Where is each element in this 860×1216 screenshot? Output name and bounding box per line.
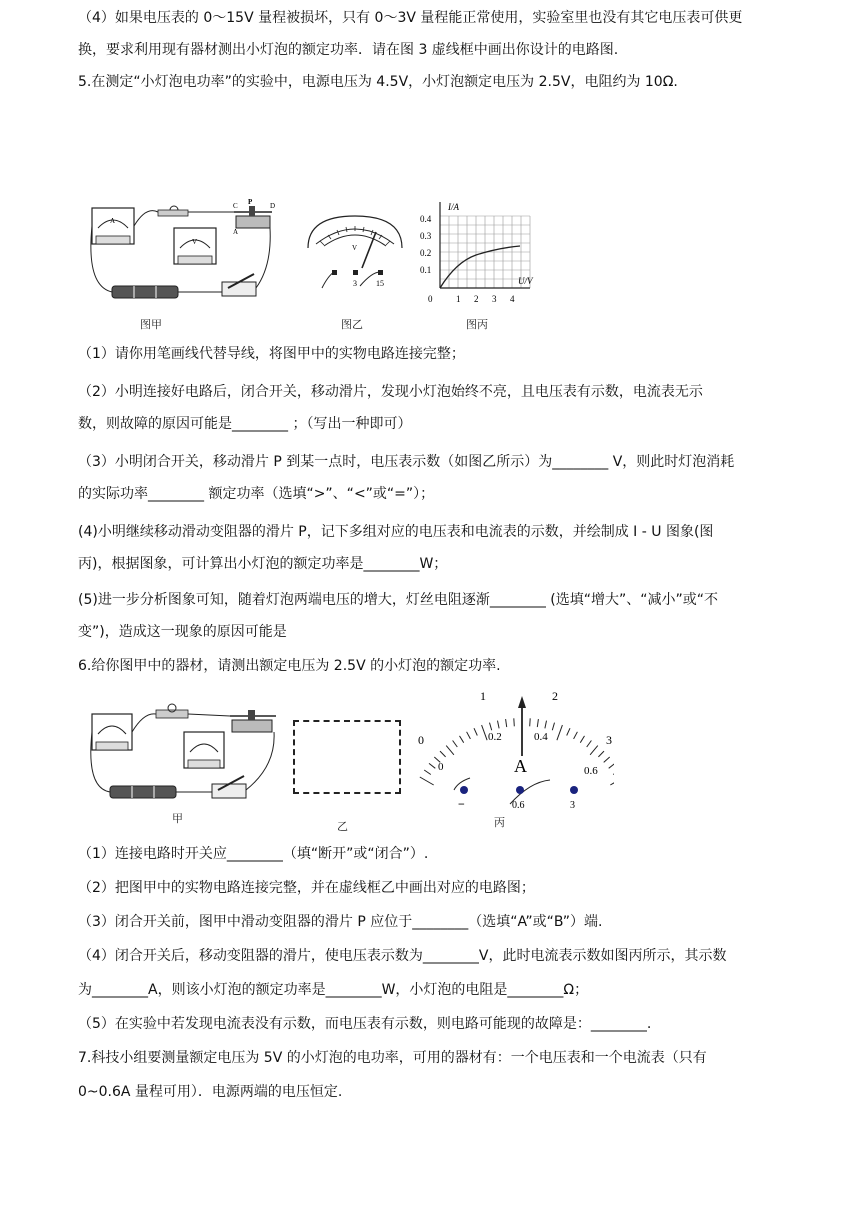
q5-part-4-line-2: 丙)，根据图象，可计算出小灯泡的额定功率是________W； — [78, 556, 448, 572]
am-tick-mark — [537, 719, 538, 727]
am-tick-mark — [574, 732, 578, 739]
q7-stem-line-2: 0~0.6A 量程可用）．电源两端的电压恒定. — [78, 1084, 343, 1100]
q5-part-3-line-2: 的实际功率________ 额定功率（选填“>”、“<”或“=”）； — [78, 486, 435, 502]
am-tick-mark — [446, 746, 454, 755]
am-tick-mark — [598, 751, 604, 757]
am-tick-mark — [587, 741, 592, 748]
am-tick-mark — [610, 777, 614, 785]
q5-rheostat-a: A — [233, 228, 239, 236]
am-tick-mark — [424, 770, 431, 775]
iu-y-tick: 0.2 — [420, 248, 432, 258]
am-inner-tick: 0.4 — [534, 731, 548, 743]
q5-caption-bing: 图丙 — [466, 318, 488, 331]
am-tick-mark — [429, 763, 435, 768]
q6-caption-yi: 乙 — [337, 820, 348, 833]
q5-part-1: （1）请你用笔画线代替导线，将图甲中的实物电路连接完整； — [78, 346, 465, 362]
am-tick-mark — [453, 741, 458, 748]
am-tick-mark — [474, 728, 477, 735]
q5-part-5-line-1: (5)进一步分析图象可知，随着灯泡两端电压的增大，灯丝电阻逐渐________ (选填“增大”、“减小”或“不 — [78, 592, 719, 608]
iu-x-tick: 4 — [510, 294, 515, 304]
am-inner-tick: 0.2 — [488, 731, 502, 743]
q6-ammeter-dial-figure — [414, 686, 614, 810]
q5-stem: 5.在测定“小灯泡电功率”的实验中，电源电压为 4.5V，小灯泡额定电压为 2.5V，电阻约为 10Ω. — [78, 74, 678, 90]
q6-part-3: （3）闭合开关前，图甲中滑动变阻器的滑片 P 应位于________（选填“A”或“B”）端. — [78, 914, 603, 930]
q6-stem: 6.给你图甲中的器材，请测出额定电压为 2.5V 的小灯泡的额定功率. — [78, 658, 501, 674]
am-outer-tick: 1 — [480, 689, 486, 703]
am-tick-mark — [490, 723, 492, 731]
am-tick-mark — [420, 777, 434, 785]
q5-part-5-line-2: 变”)，造成这一现象的原因可能是 — [78, 624, 287, 640]
am-tick-mark — [613, 770, 614, 775]
q5-rheostat-d: D — [270, 202, 276, 210]
q6-caption-jia: 甲 — [172, 812, 183, 825]
q6-part-4-line-2: 为________A，则该小灯泡的额定功率是________W，小灯泡的电阻是________Ω； — [78, 982, 589, 998]
q5-iu-graph — [418, 196, 546, 308]
iu-y-tick: 0.3 — [420, 231, 432, 241]
q6-part-2: （2）把图甲中的实物电路连接完整，并在虚线框乙中画出对应的电路图； — [78, 880, 535, 896]
q5-voltmeter-letter: V — [192, 238, 198, 246]
q6-apparatus-figure — [86, 702, 282, 806]
am-outer-tick: 2 — [552, 689, 558, 703]
am-tick-mark — [567, 728, 570, 735]
am-tick-mark — [545, 721, 547, 729]
q5-voltmeter-dial-figure — [302, 210, 408, 302]
am-terminal-06: 0.6 — [512, 800, 525, 810]
q6-caption-bing: 丙 — [494, 816, 505, 829]
am-tick-mark — [482, 725, 488, 740]
q6-part-5: （5）在实验中若发现电流表没有示数，而电压表有示数，则电路可能现的故障是：________. — [78, 1016, 652, 1032]
q5-dial-letter-v: V — [352, 244, 358, 252]
q5-ammeter-letter: A — [110, 217, 116, 225]
q4-text-line-1: （4）如果电压表的 0～15V 量程被损坏，只有 0～3V 量程能正常使用，实验室里也没有其它电压表可供更 — [78, 10, 743, 26]
am-tick-mark — [467, 732, 471, 739]
q5-rheostat-c: C — [233, 202, 238, 210]
am-tick-mark — [460, 736, 464, 743]
iu-y-axis-label: I/A — [448, 202, 459, 212]
iu-y-tick: 0.4 — [420, 214, 432, 224]
iu-x-tick: 3 — [492, 294, 497, 304]
iu-x-axis-label: U/V — [518, 276, 533, 286]
am-tick-mark — [498, 721, 500, 729]
iu-x-tick: 1 — [456, 294, 461, 304]
q5-part-3-line-1: （3）小明闭合开关，移动滑片 P 到某一点时，电压表示数（如图乙所示）为________ V，则此时灯泡消耗 — [78, 454, 735, 470]
am-tick-mark — [530, 718, 531, 726]
am-tick-mark — [609, 763, 614, 768]
q6-dashed-box — [293, 720, 401, 794]
q7-stem-line-1: 7.科技小组要测量额定电压为 5V 的小灯泡的电功率，可用的器材有：一个电压表和一个电流表（只有 — [78, 1050, 707, 1066]
q5-caption-jia: 图甲 — [140, 318, 162, 331]
q5-apparatus-figure — [86, 196, 276, 304]
am-tick-mark — [590, 746, 598, 755]
am-tick-mark — [506, 719, 507, 727]
q4-text-line-2: 换，要求利用现有器材测出小灯泡的额定功率．请在图 3 虚线框中画出你设计的电路图. — [78, 42, 619, 58]
q5-part-4-line-1: (4)小明继续移动滑动变阻器的滑片 P，记下多组对应的电压表和电流表的示数，并绘制成 I - U 图象(图 — [78, 524, 714, 540]
am-tick-mark — [580, 736, 584, 743]
q5-terminal-15: 15 — [376, 279, 384, 288]
q5-part-2-line-1: （2）小明连接好电路后，闭合开关，移动滑片，发现小灯泡始终不亮，且电压表有示数，电流表无示 — [78, 384, 703, 400]
q6-part-4-line-1: （4）闭合开关后，移动变阻器的滑片，使电压表示数为________V，此时电流表示数如图丙所示，其示数 — [78, 948, 727, 964]
am-outer-tick: 3 — [606, 733, 612, 747]
q5-caption-yi: 图乙 — [341, 318, 363, 331]
am-terminal-minus: − — [458, 797, 465, 810]
q5-part-2-line-2: 数，则故障的原因可能是________ ；（写出一种即可） — [78, 416, 412, 432]
iu-x-tick: 2 — [474, 294, 479, 304]
iu-x-tick: 0 — [428, 294, 433, 304]
am-inner-tick: 0 — [438, 761, 444, 773]
iu-y-tick: 0.1 — [420, 265, 432, 275]
am-tick-mark — [557, 725, 563, 740]
am-tick-mark — [514, 718, 515, 726]
q5-terminal-3: 3 — [353, 279, 357, 288]
am-unit-letter: A — [514, 756, 527, 776]
iu-curve — [440, 246, 520, 288]
am-terminal-3: 3 — [570, 800, 575, 810]
am-tick-mark — [552, 723, 554, 731]
q6-part-1: （1）连接电路时开关应________（填“断开”或“闭合”）. — [78, 846, 429, 862]
q5-rheostat-p: P — [248, 198, 253, 206]
am-tick-mark — [440, 751, 446, 757]
am-inner-tick: 0.6 — [584, 765, 598, 777]
am-tick-mark — [604, 757, 610, 762]
am-outer-tick: 0 — [418, 733, 424, 747]
